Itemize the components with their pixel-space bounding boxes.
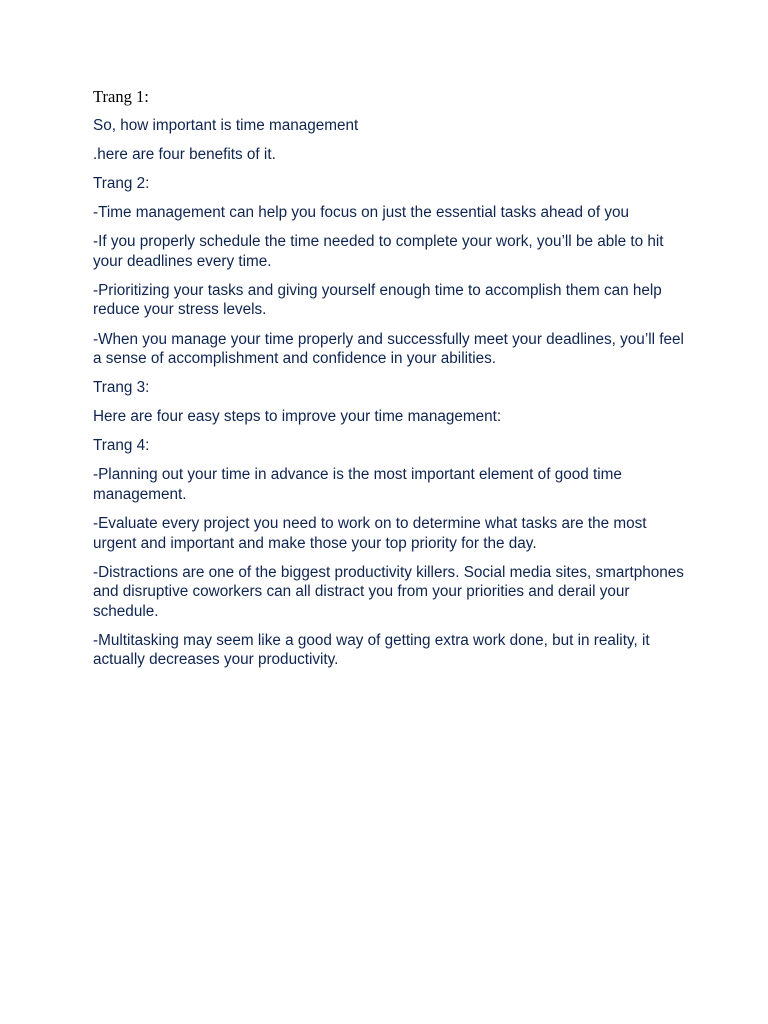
paragraph: Here are four easy steps to improve your time management:: [93, 408, 502, 426]
step-item: -Evaluate every project you need to work on to determine what tasks are the most urgent and important and make those your top priority for the day.: [93, 515, 647, 552]
page-heading-trang-4: Trang 4:: [93, 437, 150, 455]
benefit-item: -Prioritizing your tasks and giving yourself enough time to accomplish them can help reduce your stress levels.: [93, 281, 662, 319]
document-page: [93, 87, 693, 679]
benefit-item: -If you properly schedule the time needed to complete your work, you’ll be able to hit your deadlines every time.: [93, 233, 664, 270]
paragraph: .here are four benefits of it.: [93, 146, 276, 164]
page-heading-trang-1: Trang 1:: [93, 87, 149, 106]
paragraph: So, how important is time management: [93, 117, 359, 134]
step-item: -Multitasking may seem like a good way of getting extra work done, but in reality, it actually decreases your productivity.: [93, 631, 650, 669]
page-heading-trang-2: Trang 2:: [93, 175, 150, 193]
benefit-item: -Time management can help you focus on just the essential tasks ahead of you: [93, 204, 629, 222]
benefit-item: -When you manage your time properly and successfully meet your deadlines, you’ll feel a sense of accomplishment and confidence in your abilities.: [93, 330, 684, 368]
step-item: -Planning out your time in advance is the most important element of good time management.: [93, 466, 622, 503]
page-heading-trang-3: Trang 3:: [93, 379, 150, 397]
step-item: -Distractions are one of the biggest productivity killers. Social media sites, smartphones and disruptive coworkers can all distract you from your priorities and derail your schedule.: [93, 563, 684, 620]
